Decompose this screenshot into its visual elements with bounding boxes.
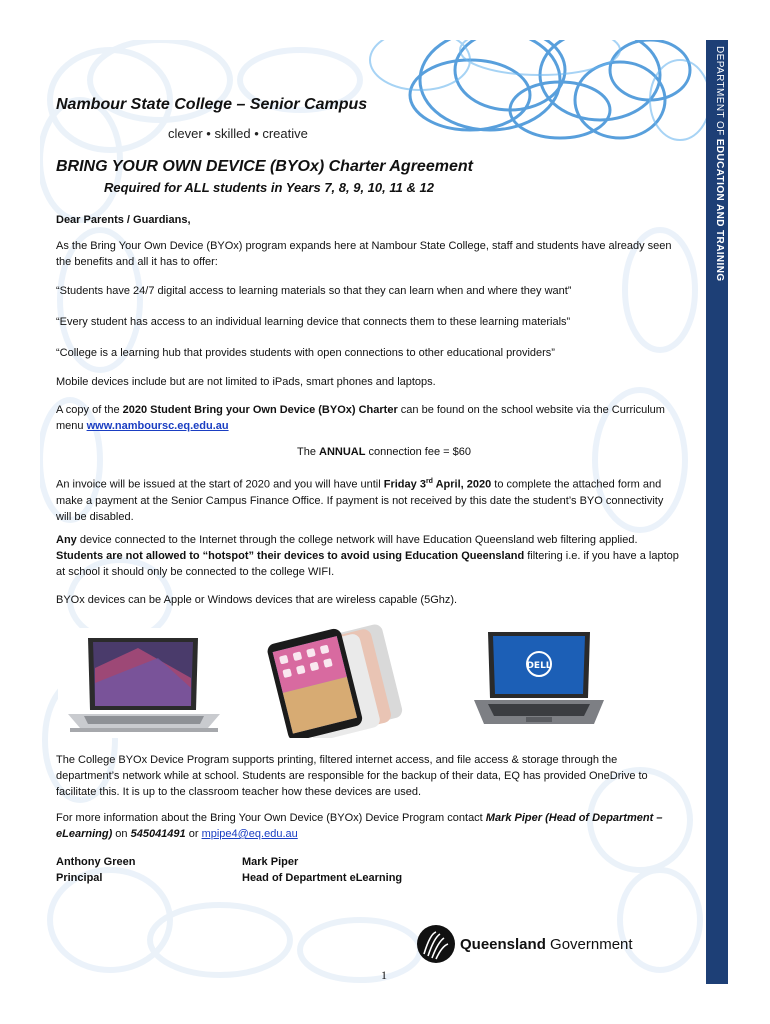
signature-hod — [242, 854, 402, 886]
charter-pre: A copy of the — [56, 404, 123, 416]
document-page — [40, 40, 728, 984]
devices-paragraph: BYOx devices can be Apple or Windows devices that are wireless capable (5Ghz). — [56, 594, 458, 606]
contact-paragraph — [56, 810, 680, 842]
invoice-paragraph — [56, 474, 680, 525]
school-name: Nambour State College – Senior Campus — [56, 96, 368, 113]
charter-paragraph — [56, 402, 680, 434]
dell-laptop-image — [466, 628, 612, 732]
quote-2: “Every student has access to an individual learning device that connects them to these learning materials” — [56, 316, 571, 328]
queensland-government-logo — [416, 924, 633, 964]
annual-fee-line — [40, 446, 728, 458]
contact-phone: 545041491 — [130, 828, 186, 840]
filtering-any: Any — [56, 534, 77, 546]
fee-annual: ANNUAL — [319, 446, 366, 458]
invoice-pre: An invoice will be issued at the start of 2020 and you will have until — [56, 478, 384, 491]
filtering-text: device connected to the Internet through the college network will have Education Queensland web filtering applied. — [76, 534, 638, 546]
ipad-tablets-image — [246, 620, 422, 738]
intro-paragraph: As the Bring Your Own Device (BYOx) program expands here at Nambour State College, staff and students have already seen the benefits and all it has to offer: — [56, 240, 672, 268]
page-number: 1 — [381, 968, 387, 982]
hotspot-warning: Students are not allowed to “hotspot” their devices to avoid using Education Queensland — [56, 550, 525, 562]
fee-pre: The — [297, 446, 320, 458]
department-name: EDUCATION AND TRAINING — [714, 138, 725, 282]
macbook-laptop-image — [58, 628, 230, 738]
quote-3: “College is a learning hub that provides students with open connections to other educational providers” — [56, 347, 555, 359]
queensland-government-wordmark: Queensland Government — [460, 935, 633, 953]
signature-principal — [56, 854, 135, 886]
school-tagline: clever • skilled • creative — [168, 126, 308, 141]
filtering-paragraph — [56, 532, 680, 580]
invoice-date-rest: April, 2020 — [432, 478, 492, 491]
school-website-link[interactable]: www.namboursc.eq.edu.au — [86, 420, 229, 432]
signature-name: Anthony Green — [56, 856, 136, 868]
invoice-date-suffix: rd — [425, 478, 433, 485]
document-title: BRING YOUR OWN DEVICE (BYOx) Charter Agreement — [56, 158, 473, 175]
signature-name: Mark Piper — [242, 856, 299, 868]
contact-person: Mark Piper (Head of Department – eLearning) — [56, 812, 663, 840]
signature-role: Principal — [56, 872, 103, 884]
contact-email-link[interactable]: mpipe4@eq.edu.au — [201, 828, 298, 840]
invoice-post: to complete the attached form and make a payment at the Senior Campus Finance Office. If payment is not received by this date the student’s BYO connectivity will be disabled. — [56, 478, 664, 523]
contact-mid: on — [112, 828, 131, 840]
contact-or: or — [185, 828, 202, 840]
document-subtitle: Required for ALL students in Years 7, 8, 9, 10, 11 & 12 — [104, 180, 434, 195]
program-paragraph: The College BYOx Device Program supports printing, filtered internet access, and file access & storage through the department’s network while at school. Students are responsible for the backup of their data, EQ has provided OneDrive to facilitate this. It is up to the classroom teacher how these devices are used. — [56, 754, 648, 798]
filtering-post: filtering i.e. if you have a laptop at school it should only be connected to the college WIFI. — [56, 550, 679, 578]
svg-text:DELL: DELL — [526, 661, 552, 671]
department-prefix: DEPARTMENT OF — [714, 46, 725, 136]
qld-crest-icon — [416, 924, 456, 964]
quote-1: “Students have 24/7 digital access to learning materials so that they can learn when and where they want” — [56, 285, 572, 297]
signature-role: Head of Department eLearning — [242, 872, 403, 884]
invoice-date-day: Friday 3 — [383, 478, 426, 491]
fee-post: connection fee = $60 — [365, 446, 471, 458]
charter-name: 2020 Student Bring your Own Device (BYOx) Charter — [122, 404, 398, 416]
charter-post: can be found on the school website via the Curriculum menu — [56, 404, 665, 432]
salutation: Dear Parents / Guardians, — [56, 214, 191, 226]
mobile-devices-text: Mobile devices include but are not limited to iPads, smart phones and laptops. — [56, 376, 436, 388]
contact-pre: For more information about the Bring Your Own Device (BYOx) Device Program contact — [56, 812, 486, 824]
department-label — [714, 46, 725, 282]
